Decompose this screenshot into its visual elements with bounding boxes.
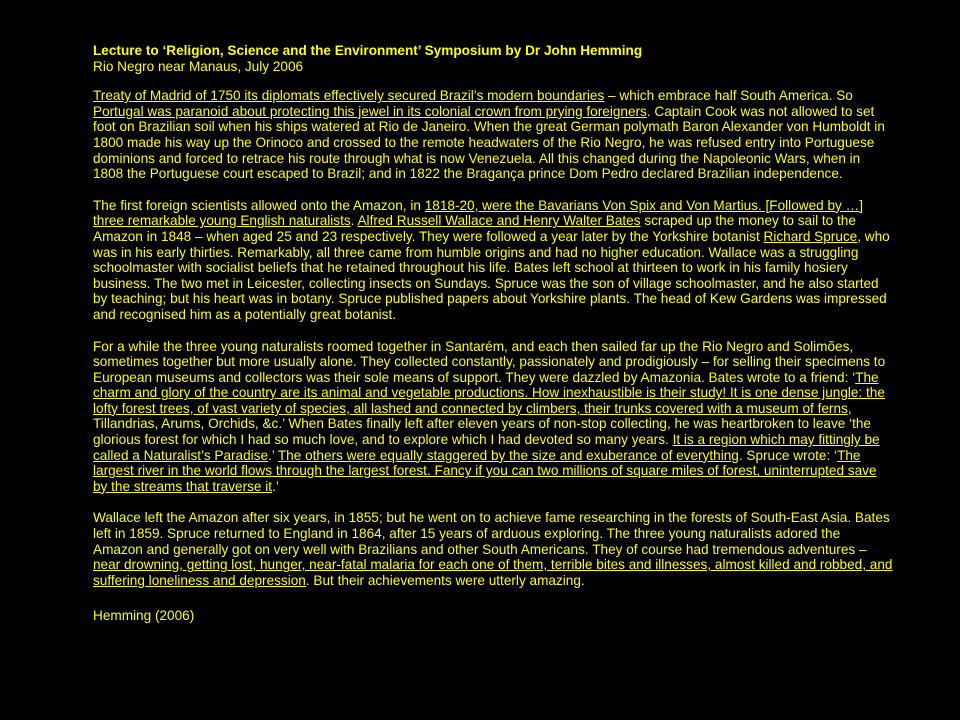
underlined-text: The others were equally staggered by the size and exuberance of everything (277, 447, 739, 463)
lecture-title: Lecture to ‘Religion, Science and the Environment’ Symposium by Dr John Hemming (93, 43, 643, 58)
body-paragraph (93, 339, 893, 495)
underlined-text: near drowning, getting lost, hunger, near-fatal malaria for each one of them, terrible bites and illnesses, almost killed and robbed, and suffering loneliness and depression (93, 557, 893, 588)
paragraph-text: , Tillandrias, Arums, Orchids, &c.’ When Bates finally left after eleven years of non-stop collecting, he was heartbroken to leave ‘the glorious forest for which I had so much love, and to explore which I had devoted so many years. (93, 400, 871, 448)
underlined-text: The largest river in the world flows through the largest forest. Fancy if you can two millions of square miles of forest, uninterrupted save by the streams that traverse it (93, 447, 877, 494)
paragraph-text: . Spruce wrote: ‘ (738, 447, 838, 463)
body-paragraph (93, 510, 893, 588)
body-paragraph (93, 88, 893, 182)
paragraph-text: . But their achievements were utterly amazing. (305, 572, 585, 588)
paragraph-text: .’ (268, 447, 278, 463)
paragraph-text: , who was in his early thirties. Remarkably, all three came from humble origins and had no higher education. Wallace was a struggling schoolmaster with socialist beliefs that he retained throughout his life. Bates left school at thirteen to work in his family hosiery business. The two met in Leicester, collecting insects on Sundays. Spruce was the son of village schoolmaster, and he also started by teaching; but his heart was in botany. Spruce published papers about Yorkshire plants. The head of Kew Gardens was impressed and recognised him as a potentially great botanist. (93, 228, 890, 322)
body-text (93, 88, 893, 588)
citation: Hemming (2006) (93, 608, 195, 624)
underlined-text: It is a region which may fittingly be called a Naturalist’s Paradise (93, 432, 880, 463)
paragraph-text: .’ (272, 478, 279, 494)
underlined-text: Richard Spruce (763, 228, 858, 244)
paragraph-text: scraped up the money to sail to the Amazon in 1848 – when aged 25 and 23 respectively. They were followed a year later by the Yorkshire botanist (93, 213, 856, 244)
underlined-text: The charm and glory of the country are its animal and vegetable productions. How inexhaustible is their study! It is one dense jungle: the lofty forest trees, of vast variety of species, all lashed and connected by climbers, their trunks covered with a museum of ferns (93, 369, 885, 416)
paragraph-text: Wallace left the Amazon after six years, in 1855; but he went on to achieve fame researching in the forests of South-East Asia. Bates left in 1859. Spruce returned to England in 1864, after 15 years of arduous exploring. The three young naturalists adored the Amazon and generally got on very well with Brazilians and other South Americans. They of course had tremendous adventures – (93, 510, 890, 557)
underlined-text: Alfred Russell Wallace and Henry Walter Bates (357, 213, 641, 229)
paragraph-text: – which embrace half South America. So (604, 88, 853, 104)
lecture-subtitle: Rio Negro near Manaus, July 2006 (93, 58, 304, 74)
paragraph-text: The first foreign scientists allowed onto the Amazon, in (93, 197, 425, 213)
underlined-text: Portugal was paranoid about protecting this jewel in its colonial crown from prying foreigners (93, 103, 647, 119)
underlined-text: Treaty of Madrid of 1750 its diplomats effectively secured Brazil’s modern boundaries (93, 88, 605, 104)
underlined-text: 1818-20, were the Bavarians Von Spix and Von Martius. [Followed by …] three remarkable young English naturalists (93, 197, 863, 229)
paragraph-text: . (350, 213, 358, 229)
body-paragraph (93, 198, 893, 323)
slide-content (93, 43, 893, 624)
paragraph-text: . Captain Cook was not allowed to set foot on Brazilian soil when his ships watered at Rio de Janeiro. When the great German polymath Baron Alexander von Humboldt in 1800 made his way up the Orinoco and crossed to the remote headwaters of the Rio Negro, he was refused entry into Portuguese dominions and forced to retrace his route through what is now Venezuela. All this changed during the Napoleonic Wars, when in 1808 the Portuguese court escaped to Brazil; and in 1822 the Bragança prince Dom Pedro declared Brazilian independence. (93, 103, 885, 182)
paragraph-text: For a while the three young naturalists roomed together in Santarém, and each then sailed far up the Rio Negro and Solimões, sometimes together but more usually alone. They collected constantly, passionately and prodigiously – for selling their specimens to European museums and collectors was their sole means of support. They were dazzled by Amazonia. Bates wrote to a friend: ‘ (93, 338, 886, 385)
